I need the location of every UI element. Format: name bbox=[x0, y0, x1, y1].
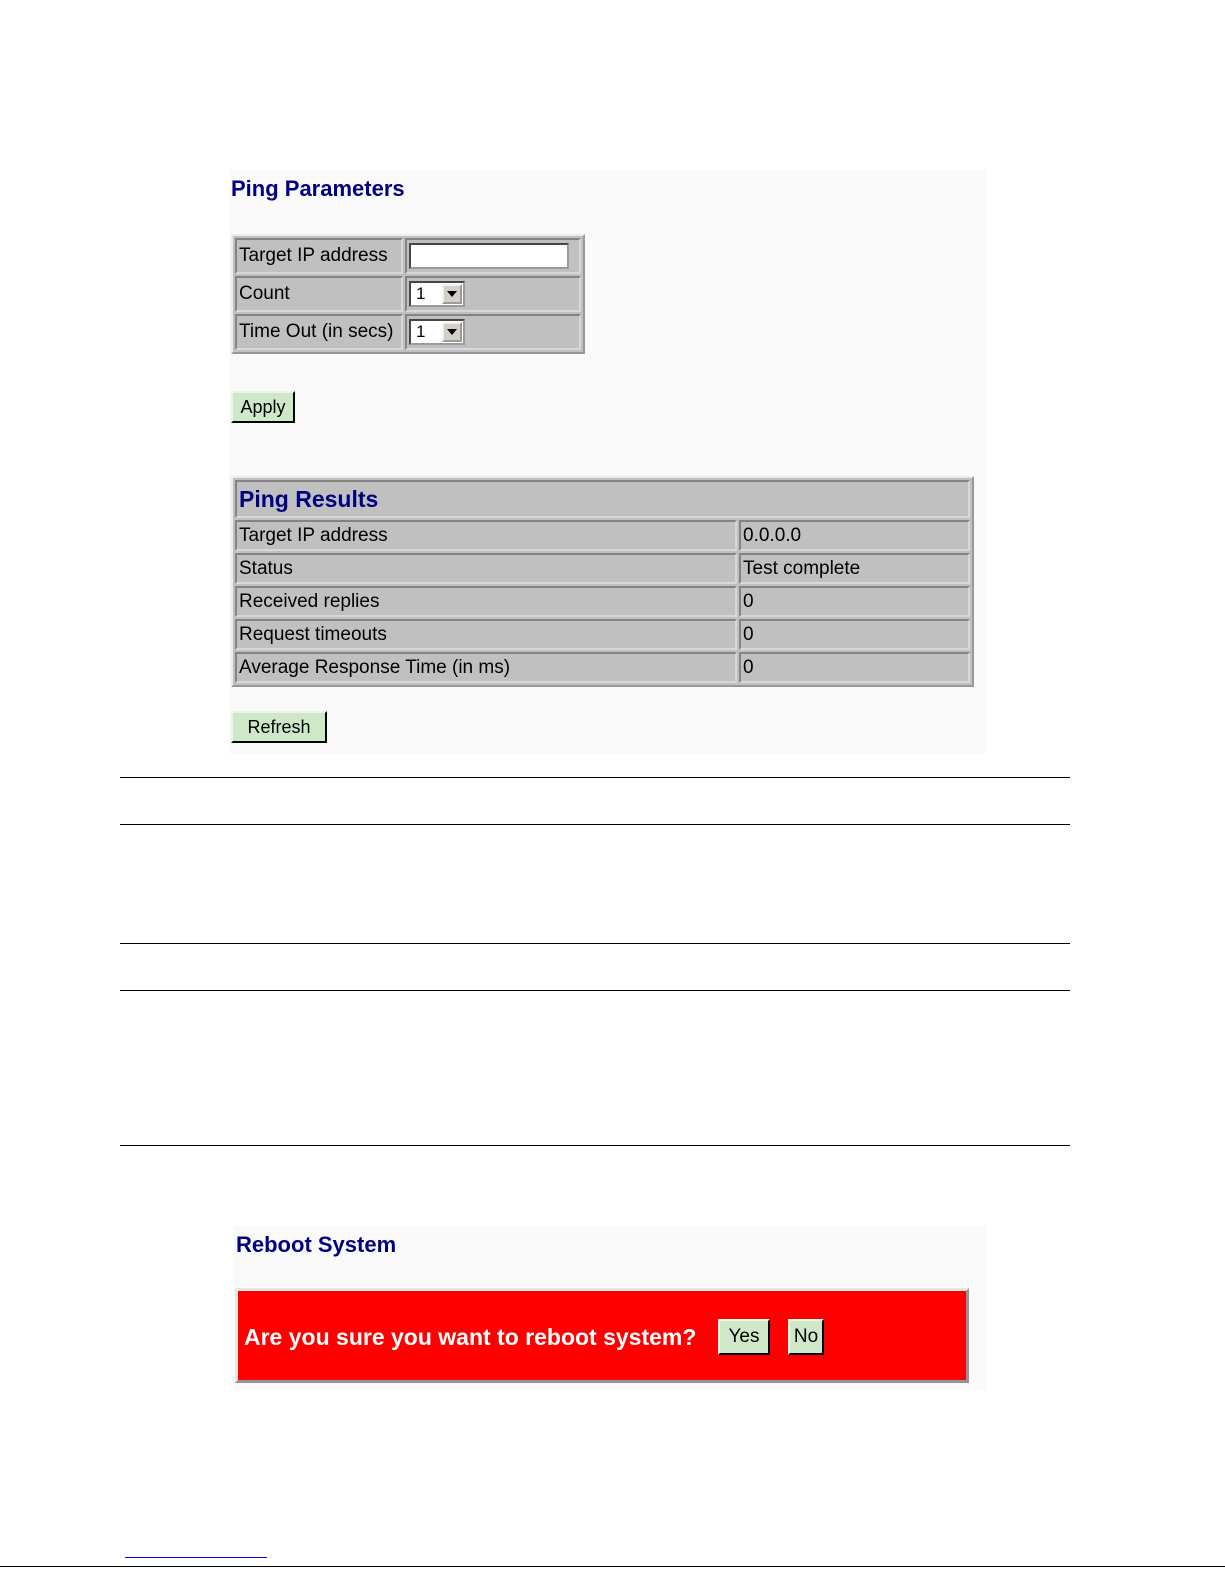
result-value: 0.0.0.0 bbox=[739, 520, 970, 551]
target-ip-label: Target IP address bbox=[235, 238, 403, 274]
ping-results-title: Ping Results bbox=[235, 480, 970, 518]
divider bbox=[120, 990, 1070, 991]
param-row-target-ip bbox=[235, 238, 581, 274]
table-row bbox=[235, 586, 970, 617]
apply-button[interactable]: Apply bbox=[231, 391, 295, 423]
table-row bbox=[235, 520, 970, 551]
chevron-down-icon[interactable] bbox=[442, 284, 462, 304]
ping-parameters-table bbox=[231, 234, 585, 354]
chevron-down-icon[interactable] bbox=[442, 322, 462, 342]
result-label: Request timeouts bbox=[235, 619, 737, 650]
divider bbox=[120, 777, 1070, 778]
result-label: Received replies bbox=[235, 586, 737, 617]
refresh-button[interactable]: Refresh bbox=[231, 711, 327, 743]
target-ip-input[interactable] bbox=[409, 243, 569, 269]
result-value: 0 bbox=[739, 586, 970, 617]
reboot-question: Are you sure you want to reboot system? bbox=[244, 1324, 697, 1350]
result-label: Target IP address bbox=[235, 520, 737, 551]
divider bbox=[120, 824, 1070, 825]
result-value: 0 bbox=[739, 619, 970, 650]
ping-parameters-title: Ping Parameters bbox=[231, 176, 405, 201]
reboot-panel bbox=[233, 1226, 985, 1390]
reboot-confirm-box bbox=[235, 1288, 969, 1383]
table-row bbox=[235, 619, 970, 650]
footer-link-underline bbox=[125, 1557, 267, 1558]
reboot-system-title: Reboot System bbox=[236, 1232, 397, 1257]
footer-divider bbox=[0, 1566, 1225, 1567]
param-row-timeout bbox=[235, 314, 581, 350]
result-value: 0 bbox=[739, 652, 970, 683]
divider bbox=[120, 943, 1070, 944]
param-row-count bbox=[235, 276, 581, 312]
result-label: Average Response Time (in ms) bbox=[235, 652, 737, 683]
table-row bbox=[235, 553, 970, 584]
count-label: Count bbox=[235, 276, 403, 312]
divider bbox=[120, 1145, 1070, 1146]
ping-panel bbox=[229, 170, 986, 754]
timeout-select-value: 1 bbox=[416, 322, 426, 341]
count-cell bbox=[405, 276, 581, 312]
timeout-cell bbox=[405, 314, 581, 350]
table-row bbox=[235, 652, 970, 683]
timeout-select[interactable] bbox=[409, 319, 465, 345]
count-select-value: 1 bbox=[416, 284, 426, 303]
result-label: Status bbox=[235, 553, 737, 584]
timeout-label: Time Out (in secs) bbox=[235, 314, 403, 350]
no-button[interactable]: No bbox=[788, 1319, 824, 1355]
target-ip-cell bbox=[405, 238, 581, 274]
result-value: Test complete bbox=[739, 553, 970, 584]
count-select[interactable] bbox=[409, 281, 465, 307]
yes-button[interactable]: Yes bbox=[718, 1319, 770, 1355]
results-header-row bbox=[235, 480, 970, 518]
ping-results-table bbox=[231, 476, 974, 687]
